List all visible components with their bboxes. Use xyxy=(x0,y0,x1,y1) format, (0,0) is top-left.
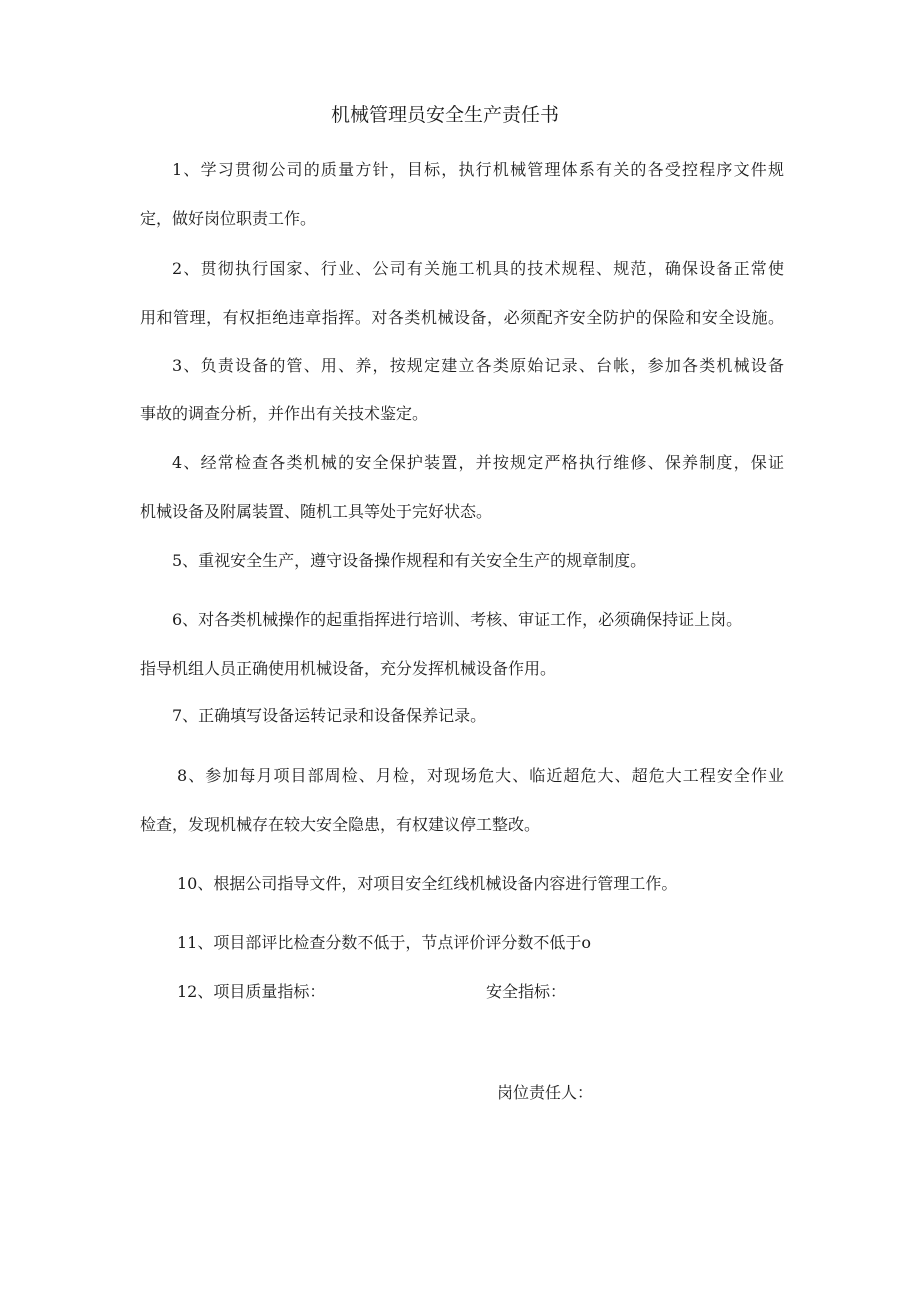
item-5-line-1: 5、重视安全生产，遵守设备操作规程和有关安全生产的规章制度。 xyxy=(172,551,647,570)
item-8-line-2: 检查，发现机械存在较大安全隐患，有权建议停工整改。 xyxy=(140,815,541,834)
item-2-line-2: 用和管理，有权拒绝违章指挥。对各类机械设备，必须配齐安全防护的保险和安全设施。 xyxy=(140,308,784,327)
item-4-line-1: 4、经常检查各类机械的安全保护装置，并按规定严格执行维修、保养制度，保证 xyxy=(172,453,784,472)
item-6-line-1: 6、对各类机械操作的起重指挥进行培训、考核、审证工作，必须确保持证上岗。 xyxy=(172,610,743,629)
item-6-line-2: 指导机组人员正确使用机械设备，充分发挥机械设备作用。 xyxy=(140,659,557,678)
item-7-line-1: 7、正确填写设备运转记录和设备保养记录。 xyxy=(172,706,487,725)
item-2-line-1: 2、贯彻执行国家、行业、公司有关施工机具的技术规程、规范，确保设备正常使 xyxy=(172,259,784,278)
item-12-quality-indicator: 12、项目质量指标： xyxy=(177,982,326,1001)
item-3-line-1: 3、负责设备的管、用、养，按规定建立各类原始记录、台帐，参加各类机械设备 xyxy=(172,356,784,375)
item-11-line-1: 11、项目部评比检查分数不低于，节点评价评分数不低于o xyxy=(177,933,591,952)
item-10-line-1: 10、根据公司指导文件，对项目安全红线机械设备内容进行管理工作。 xyxy=(177,874,678,893)
item-1-line-1: 1、学习贯彻公司的质量方针，目标，执行机械管理体系有关的各受控程序文件规 xyxy=(172,160,784,179)
item-12-safety-indicator: 安全指标： xyxy=(486,982,567,1001)
item-8-line-1: 8、参加每月项目部周检、月检，对现场危大、临近超危大、超危大工程安全作业 xyxy=(177,766,784,785)
document-title: 机械管理员安全生产责任书 xyxy=(331,104,560,126)
signature-label: 岗位责任人： xyxy=(497,1083,594,1102)
item-1-line-2: 定，做好岗位职责工作。 xyxy=(140,209,317,228)
item-4-line-2: 机械设备及附属装置、随机工具等处于完好状态。 xyxy=(140,502,493,521)
item-3-line-2: 事故的调查分析，并作出有关技术鉴定。 xyxy=(140,404,429,423)
